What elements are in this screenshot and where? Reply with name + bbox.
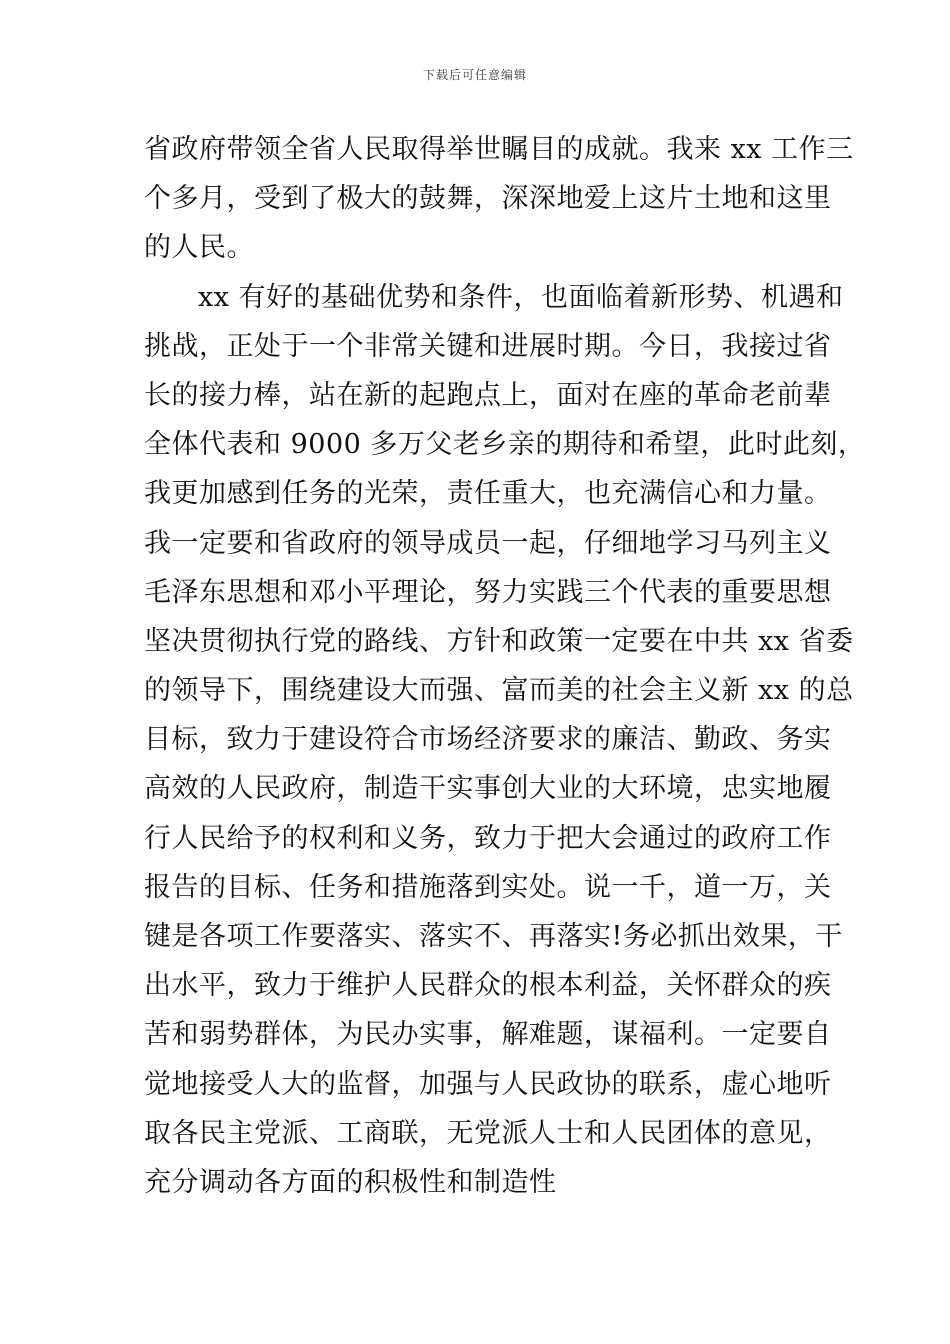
text-line: 的领导下，围绕建设大而强、富而美的社会主义新 xx 的总	[144, 675, 854, 707]
text-line: 挑战，正处于一个非常关键和进展时期。今日，我接过省	[144, 330, 832, 362]
text-line: 个多月，受到了极大的鼓舞，深深地爱上这片土地和这里	[144, 183, 832, 215]
text-line: 省政府带领全省人民取得举世瞩目的成就。我来 xx 工作三	[144, 134, 854, 165]
text-line: 我更加感到任务的光荣，责任重大，也充满信心和力量。	[144, 478, 832, 510]
page-header: 下载后可任意编辑	[422, 68, 527, 82]
text-line: 全体代表和 9000 多万父老乡亲的期待和希望，此时此刻，	[144, 429, 866, 461]
text-line: 的人民。	[144, 232, 254, 264]
text-line: 出水平，致力于维护人民群众的根本利益，关怀群众的疾	[144, 970, 832, 1002]
text-line: 键是各项工作要落实、落实不、再落实!务必抓出效果，干	[144, 921, 843, 952]
text-line: 行人民给予的权利和义务，致力于把大会通过的政府工作	[144, 822, 832, 854]
text-line: 坚决贯彻执行党的路线、方针和政策一定要在中共 xx 省委	[144, 625, 854, 657]
text-line: 报告的目标、任务和措施落到实处。说一千，道一万，关	[144, 871, 832, 903]
text-line: 长的接力棒，站在新的起跑点上，面对在座的革命老前辈	[144, 379, 832, 411]
document-body	[144, 125, 866, 1207]
text-line: 目标，致力于建设符合市场经济要求的廉洁、勤政、务实	[144, 724, 832, 756]
paragraph-first-line: xx 有好的基础优势和条件，也面临着新形势、机遇和	[198, 281, 844, 313]
text-line: 高效的人民政府，制造干实事创大业的大环境，忠实地履	[144, 773, 832, 805]
text-line: 我一定要和省政府的领导成员一起，仔细地学习马列主义	[144, 527, 832, 559]
text-line: 充分调动各方面的积极性和制造性	[144, 1166, 557, 1198]
text-line: 毛泽东思想和邓小平理论，努力实践三个代表的重要思想	[144, 576, 832, 608]
text-line: 觉地接受人大的监督，加强与人民政协的联系，虚心地听	[144, 1068, 832, 1100]
text-line: 苦和弱势群体，为民办实事，解难题，谋福利。一定要自	[144, 1019, 832, 1051]
text-line: 取各民主党派、工商联，无党派人士和人民团体的意见，	[144, 1117, 832, 1149]
